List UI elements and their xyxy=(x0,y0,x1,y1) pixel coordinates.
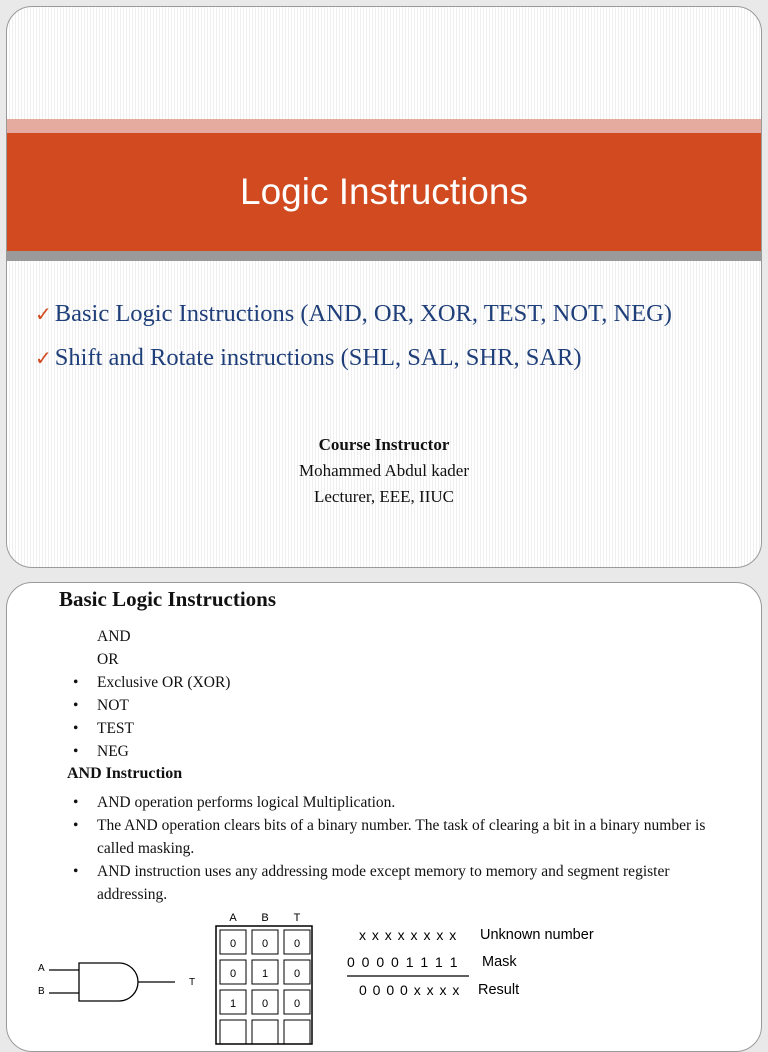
mask-operand-label: Unknown number xyxy=(480,927,594,943)
truth-table-cell: 0 xyxy=(293,998,301,1010)
topic-label: Basic Logic Instructions (AND, OR, XOR, TEST, NOT, NEG) xyxy=(54,300,672,327)
gate-output: T xyxy=(189,977,196,988)
slide-title: Logic Instructions xyxy=(240,171,528,212)
truth-table-cell: 0 xyxy=(229,968,237,980)
instructor-title: Lecturer, EEE, IIUC xyxy=(314,487,454,506)
instruction-list xyxy=(73,625,230,763)
truth-table-header: B xyxy=(261,912,269,924)
gate-input-a: A xyxy=(38,963,45,974)
topic-label: Shift and Rotate instructions (SHL, SAL, SHR, SAR) xyxy=(54,344,582,371)
masking-example xyxy=(347,927,594,998)
and-point-list xyxy=(73,791,733,906)
truth-table-cell: 0 xyxy=(229,938,237,950)
gate-input-b: B xyxy=(38,986,45,997)
title-slide xyxy=(6,6,762,568)
truth-table-cell: 0 xyxy=(261,998,269,1010)
truth-table-cell: 1 xyxy=(261,968,269,980)
content-slide xyxy=(6,582,762,1052)
and-gate-diagram xyxy=(7,909,762,1049)
instructor-heading: Course Instructor xyxy=(318,435,450,454)
mask-operand: x x x x x x x x xyxy=(359,927,458,943)
truth-table-cell: 1 xyxy=(229,998,237,1010)
slide-heading: Basic Logic Instructions xyxy=(59,587,277,611)
truth-table-header: A xyxy=(229,912,237,924)
truth-table-header: T xyxy=(293,912,301,924)
section-heading: AND Instruction xyxy=(67,765,183,782)
mask-result-label: Result xyxy=(478,982,520,998)
list-item: OR xyxy=(97,651,119,668)
list-item: • TEST xyxy=(73,717,230,740)
instructor-name: Mohammed Abdul kader xyxy=(299,461,469,480)
topic-item xyxy=(35,292,672,336)
mask-result: 0 0 0 0 x x x x xyxy=(359,982,461,998)
list-item: • NEG xyxy=(73,740,230,763)
list-item: • NOT xyxy=(73,694,230,717)
truth-table-cell: 0 xyxy=(261,938,269,950)
topic-list xyxy=(35,292,672,380)
list-item: • Exclusive OR (XOR) xyxy=(73,671,230,694)
checkmark-icon: ✓ xyxy=(35,346,52,370)
list-item: • AND instruction uses any addressing mode except memory to memory and segment register addressing. xyxy=(73,860,733,906)
list-item: • The AND operation clears bits of a binary number. The task of clearing a bit in a binary number is called masking. xyxy=(73,814,733,860)
truth-table-cell: 0 xyxy=(293,968,301,980)
checkmark-icon: ✓ xyxy=(35,302,52,326)
mask-value: 0 0 0 0 1 1 1 1 xyxy=(347,954,460,970)
divider-band xyxy=(7,251,761,261)
accent-band xyxy=(7,119,761,133)
list-item: AND xyxy=(97,628,131,645)
mask-label: Mask xyxy=(482,954,517,970)
instructor-block xyxy=(7,432,761,510)
and-gate-icon xyxy=(49,963,175,1001)
list-item: • AND operation performs logical Multiplication. xyxy=(73,791,733,814)
truth-table-cell: 0 xyxy=(293,938,301,950)
topic-item xyxy=(35,336,672,380)
truth-table xyxy=(216,912,312,1044)
